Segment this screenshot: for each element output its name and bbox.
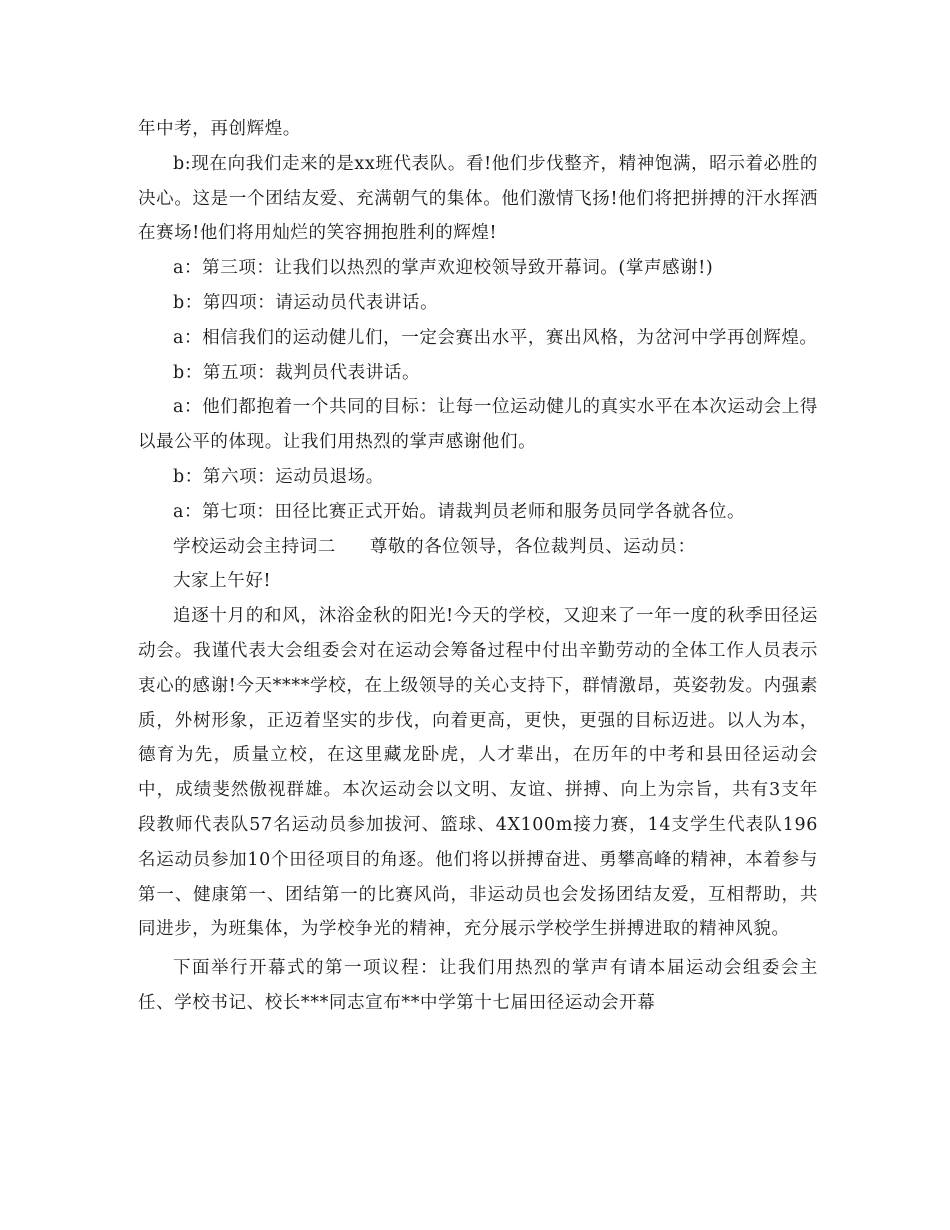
paragraph-greeting: 大家上午好! [173, 571, 272, 592]
paragraph-first-agenda: 下面举行开幕式的第一项议程：让我们用热烈的掌声有请本届运动会组委会主任、学校书记、校长***同志宣布**中学第十七届田径运动会开幕 [138, 958, 818, 1013]
paragraph-continuation: 年中考，再创辉煌。 [138, 119, 301, 139]
paragraph-item-six: b：第六项：运动员退场。 [173, 466, 384, 487]
paragraph-item-four: b：第四项：请运动员代表讲话。 [173, 292, 439, 313]
paragraph-opening-speech: 追逐十月的和风，沐浴金秋的阳光!今天的学校，又迎来了一年一度的秋季田径运动会。我谨代表大会组委会对在运动会筹备过程中付出辛勤劳动的全体工作人员表示衷心的感谢!今天****学校，在上级领导的关心支持下，群情激昂，英姿勃发。内强素质，外树形象，正迈着坚实的步伐，向着更高，更快，更强的目标迈进。以人为本，德育为先，质量立校，在这里藏龙卧虎，人才辈出，在历年的中考和县田径运动会中，成绩斐然傲视群雄。本次运动会以文明、友谊、拼搏、向上为宗旨，共有3支年段教师代表队57名运动员参加拔河、篮球、4X100m接力赛，14支学生代表队196名运动员参加10个田径项目的角逐。他们将以拼搏奋进、勇攀高峰的精神，本着参与第一、健康第一、团结第一的比赛风尚，非运动员也会发扬团结友爱，互相帮助，共同进步，为班集体，为学校争光的精神，充分展示学校学生拼搏进取的精神风貌。 [138, 606, 818, 940]
paragraph-section-two-heading [138, 530, 818, 565]
paragraph-a-referees: a：他们都抱着一个共同的目标：让每一位运动健儿的真实水平在本次运动会上得以最公平的体现。让我们用热烈的掌声感谢他们。 [138, 397, 818, 453]
document-body [138, 112, 818, 1021]
paragraph-item-three: a：第三项：让我们以热烈的掌声欢迎校领导致开幕词。(掌声感谢!) [173, 258, 714, 279]
paragraph-item-seven: a：第七项：田径比赛正式开始。请裁判员老师和服务员同学各就各位。 [173, 501, 746, 522]
paragraph-b-team-intro: b:现在向我们走来的是xx班代表队。看!他们步伐整齐，精神饱满，昭示着必胜的决心。这是一个团结友爱、充满朝气的集体。他们激情飞扬!他们将把拼搏的汗水挥洒在赛场!他们将用灿烂的笑容拥抱胜利的辉煌! [138, 153, 818, 244]
section-title: 学校运动会主持词二 [173, 536, 336, 557]
paragraph-a-athletes: a：相信我们的运动健儿们，一定会赛出水平，赛出风格，为岔河中学再创辉煌。 [173, 327, 818, 348]
paragraph-item-five: b：第五项：裁判员代表讲话。 [173, 362, 421, 383]
salutation: 尊敬的各位领导，各位裁判员、运动员： [369, 536, 696, 557]
